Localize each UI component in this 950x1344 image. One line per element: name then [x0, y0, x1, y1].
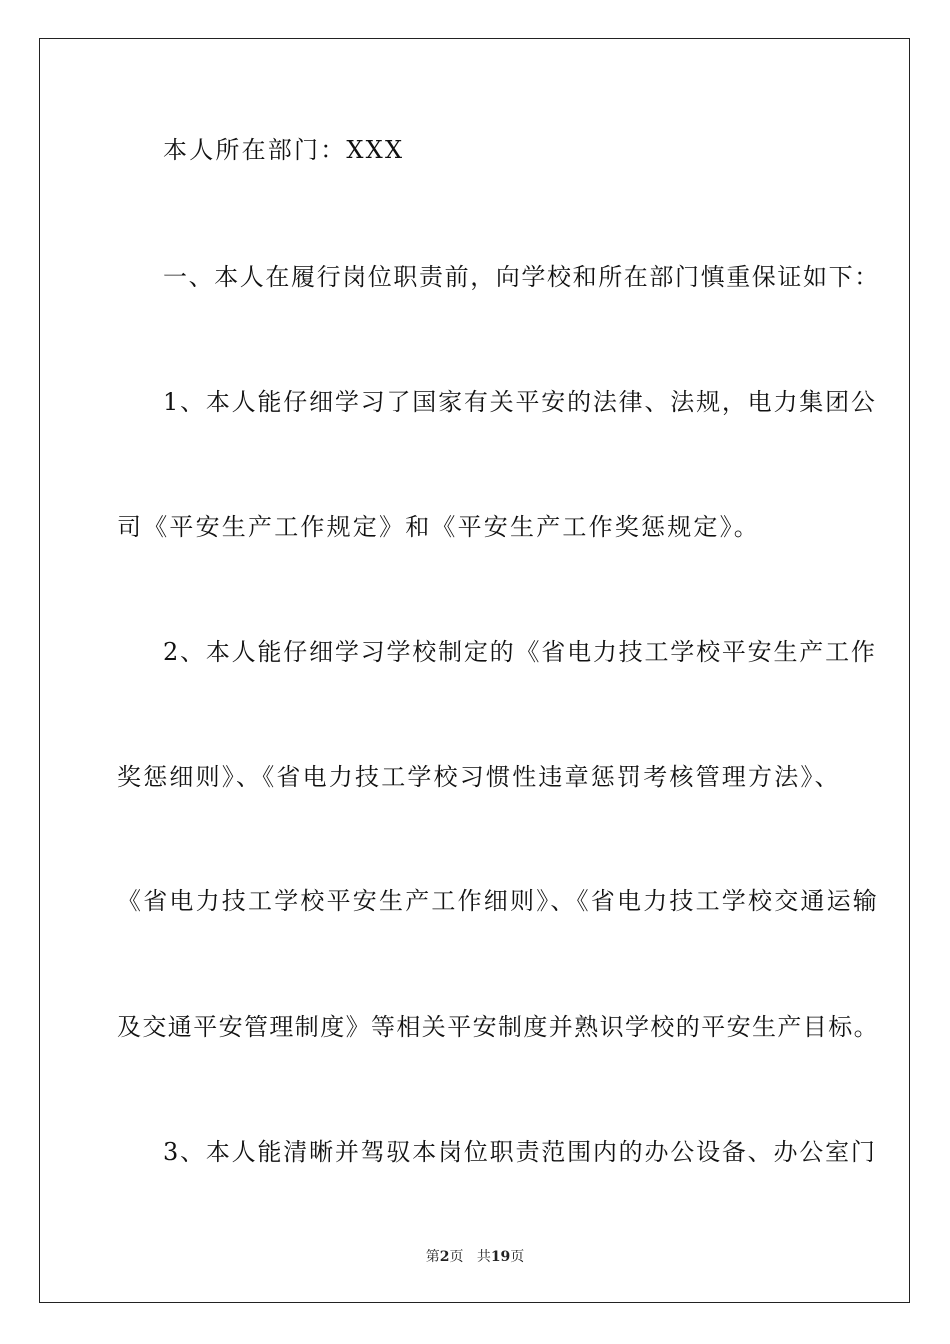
item-2-line-2: 奖惩细则》、《省电力技工学校习惯性违章惩罚考核管理方法》、	[117, 763, 841, 791]
department-line: 本人所在部门：XXX	[163, 136, 405, 164]
item-2-line-4: 及交通平安管理制度》等相关平安制度并熟识学校的平安生产目标。	[117, 1013, 879, 1041]
section-heading: 一、本人在履行岗位职责前，向学校和所在部门慎重保证如下：	[163, 263, 880, 291]
page-number: 2	[439, 1249, 450, 1265]
item-1-line-1: 1、本人能仔细学习了国家有关平安的法律、法规，电力集团公	[163, 388, 877, 416]
page-suffix: 页	[449, 1249, 464, 1265]
item-2-line-3: 《省电力技工学校平安生产工作细则》、《省电力技工学校交通运输	[117, 887, 879, 915]
item-1-line-2: 司《平安生产工作规定》和《平安生产工作奖惩规定》。	[117, 513, 760, 541]
page-prefix: 第	[425, 1249, 440, 1265]
item-3-line-1: 3、本人能清晰并驾驭本岗位职责范围内的办公设备、办公室门	[163, 1138, 877, 1166]
total-pages: 19	[490, 1249, 511, 1265]
page-border	[39, 38, 910, 1303]
page-footer	[0, 1246, 950, 1266]
item-2-line-1: 2、本人能仔细学习学校制定的《省电力技工学校平安生产工作	[163, 638, 877, 666]
total-suffix: 页	[510, 1249, 525, 1265]
total-prefix: 共	[476, 1249, 491, 1265]
